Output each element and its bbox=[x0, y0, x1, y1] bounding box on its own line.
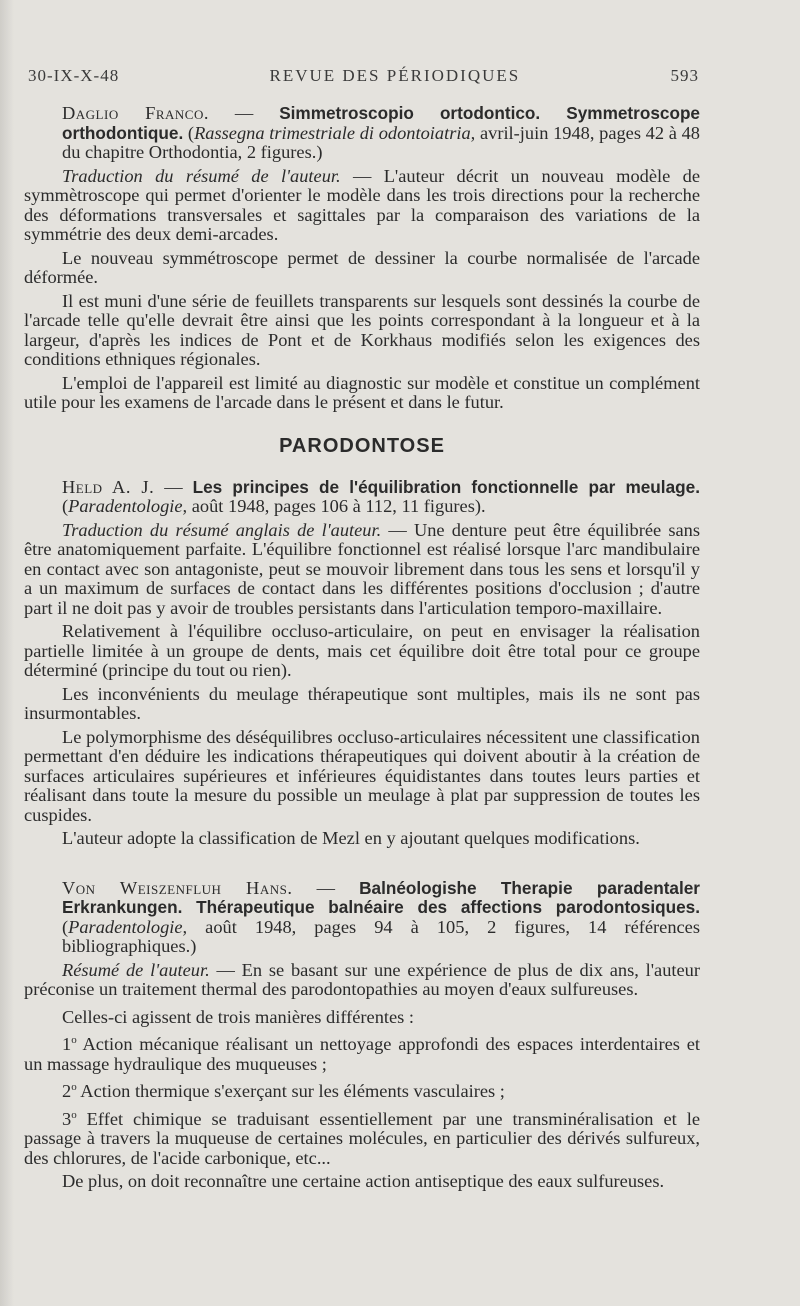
citation-details: août 1948, pages 94 à 105, 2 figures, 14 références bibliographiques.) bbox=[62, 916, 700, 956]
ref-open: ( bbox=[62, 496, 69, 516]
summary-paragraph: Le polymorphisme des déséquilibres occluso-articulaires nécessitent une classification permettant d'en déduire les indications thérapeutiques qui doivent aboutir à la création de surfaces articulaires supérieures et inférieures équidistantes dans toutes leurs parties et réalisant dans toute la mesure du possible un meulage à plat par suppression de toutes les cuspides. bbox=[24, 726, 700, 825]
summary-paragraph: Relativement à l'équilibre occluso-articulaire, on peut en envisager la réalisation partielle limitée à un groupe de dents, mais cet équilibre doit être total pour ce groupe déterminé (principe du tout ou rien). bbox=[24, 621, 700, 680]
summary-paragraph bbox=[24, 521, 700, 619]
header-date: 30-IX-X-48 bbox=[28, 66, 120, 85]
ref-open: ( bbox=[183, 122, 195, 143]
item-number: 3 bbox=[62, 1108, 72, 1129]
summary-paragraph: L'emploi de l'appareil est limité au diagnostic sur modèle et constitue un complément utile pour les examens de l'arcade dans le présent et dans le futur. bbox=[24, 372, 700, 412]
summary-paragraph bbox=[24, 167, 700, 245]
item-text: Action mécanique réalisant un nettoyage approfondi des espaces interdentaires et un massage hydraulique des muqueuses ; bbox=[24, 1034, 700, 1074]
entry-author: Daglio Franco. bbox=[62, 103, 209, 123]
citation-dash: — bbox=[208, 103, 280, 123]
entry-citation bbox=[24, 879, 700, 957]
entry-citation bbox=[24, 104, 700, 163]
review-entry bbox=[24, 478, 700, 849]
ordinal-mark: o bbox=[71, 1033, 77, 1046]
summary-text: — Une denture peut être équilibrée sans être anatomiquement parfaite. L'équilibre fonctionnel est réalisé lorsque l'arc mandibulaire en contact avec son antagoniste, peut se mouvoir librement dans tous les sens et lorsqu'il y a un maximum de surfaces de contact dans les différentes positions d'occlusion ; d'autre part il ne doit pas y avoir de troubles persistants dans l'articulation temporo-maxillaire. bbox=[24, 519, 700, 618]
ordinal-mark: o bbox=[71, 1108, 77, 1121]
entry-author: Von Weiszenfluh Hans. bbox=[62, 877, 293, 898]
page-number: 593 bbox=[670, 66, 699, 85]
ordinal-mark: o bbox=[71, 1080, 77, 1093]
summary-paragraph: Les inconvénients du meulage thérapeutique sont multiples, mais ils ne sont pas insurmontables. bbox=[24, 683, 700, 723]
numbered-item bbox=[24, 1082, 700, 1102]
journal-name: Paradentologie, bbox=[68, 916, 188, 937]
item-number: 1 bbox=[62, 1034, 72, 1054]
citation-details: avril-juin 1948, pages 42 à 48 du chapitre Orthodontia, 2 figures.) bbox=[62, 122, 700, 162]
citation-dash: — bbox=[292, 877, 360, 898]
summary-lead: Résumé de l'auteur. bbox=[62, 959, 210, 980]
entry-author: Held A. J. bbox=[62, 476, 155, 497]
ref-open: ( bbox=[62, 916, 69, 937]
summary-text: — L'auteur décrit un nouveau modèle de symmètroscope qui permet d'orienter le modèle dans les trois directions pour la recherche des déformations transversales et sagittales par la comparaison des variations de la symmétrie des deux demi-arcades. bbox=[24, 165, 700, 244]
journal-name: Rassegna trimestriale di odontoiatria, bbox=[194, 122, 476, 143]
summary-paragraph: Il est muni d'une série de feuillets transparents sur lesquels sont dessinés la courbe de l'arcade telle qu'elle devrait être ainsi que les points correspondant à la longueur et à la largeur, d'après les indices de Pont et de Korkhaus modifiés selon les exigences des conditions ethniques régionales. bbox=[24, 290, 700, 369]
entry-title: Balnéologishe Therapie paradentaler Erkrankungen. Thérapeutique balnéaire des affections parodontosiques. bbox=[62, 877, 700, 917]
summary-lead: Traduction du résumé anglais de l'auteur. bbox=[62, 519, 382, 540]
summary-paragraph: L'auteur adopte la classification de Mezl en y ajoutant quelques modifications. bbox=[62, 828, 640, 848]
header-journal-title: REVUE DES PÉRIODIQUES bbox=[269, 66, 521, 85]
citation-dash: — bbox=[154, 476, 193, 497]
section-heading: PARODONTOSE bbox=[279, 434, 445, 457]
entry-title: Simmetroscopio ortodontico. Symmetroscope orthodontique. bbox=[62, 103, 700, 143]
page-content bbox=[24, 104, 700, 1196]
review-entry bbox=[24, 879, 700, 1192]
entry-citation bbox=[24, 478, 700, 517]
running-header bbox=[28, 66, 699, 86]
numbered-item bbox=[24, 1110, 700, 1169]
summary-paragraph bbox=[24, 961, 700, 1000]
entry-title: Les principes de l'équilibration fonctionnelle par meulage. bbox=[192, 476, 700, 497]
summary-lead: Traduction du résumé de l'auteur. bbox=[62, 165, 341, 186]
page-binding-shadow bbox=[0, 0, 14, 1306]
summary-paragraph: De plus, on doit reconnaître une certaine action antiseptique des eaux sulfureuses. bbox=[62, 1171, 665, 1191]
citation-details: août 1948, pages 106 à 112, 11 figures). bbox=[187, 496, 486, 516]
summary-text: — En se basant sur une expérience de plus de dix ans, l'auteur préconise un traitement thermal des parodontopathies au moyen d'eaux sulfureuses. bbox=[24, 959, 700, 999]
item-text: Action thermique s'exerçant sur les éléments vasculaires ; bbox=[80, 1081, 505, 1101]
numbered-item bbox=[24, 1035, 700, 1074]
item-text: Effet chimique se traduisant essentiellement par une transminéralisation et le passage à travers la muqueuse de certaines molécules, en particulier des dérivés sulfureux, des chlorures, de l'acide carbonique, etc... bbox=[24, 1108, 700, 1168]
review-entry bbox=[24, 104, 700, 413]
journal-name: Paradentologie, bbox=[68, 496, 188, 516]
summary-paragraph: Celles-ci agissent de trois manières différentes : bbox=[62, 1006, 415, 1027]
item-number: 2 bbox=[62, 1081, 72, 1101]
summary-paragraph: Le nouveau symmétroscope permet de dessiner la courbe normalisée de l'arcade déformée. bbox=[24, 247, 700, 287]
